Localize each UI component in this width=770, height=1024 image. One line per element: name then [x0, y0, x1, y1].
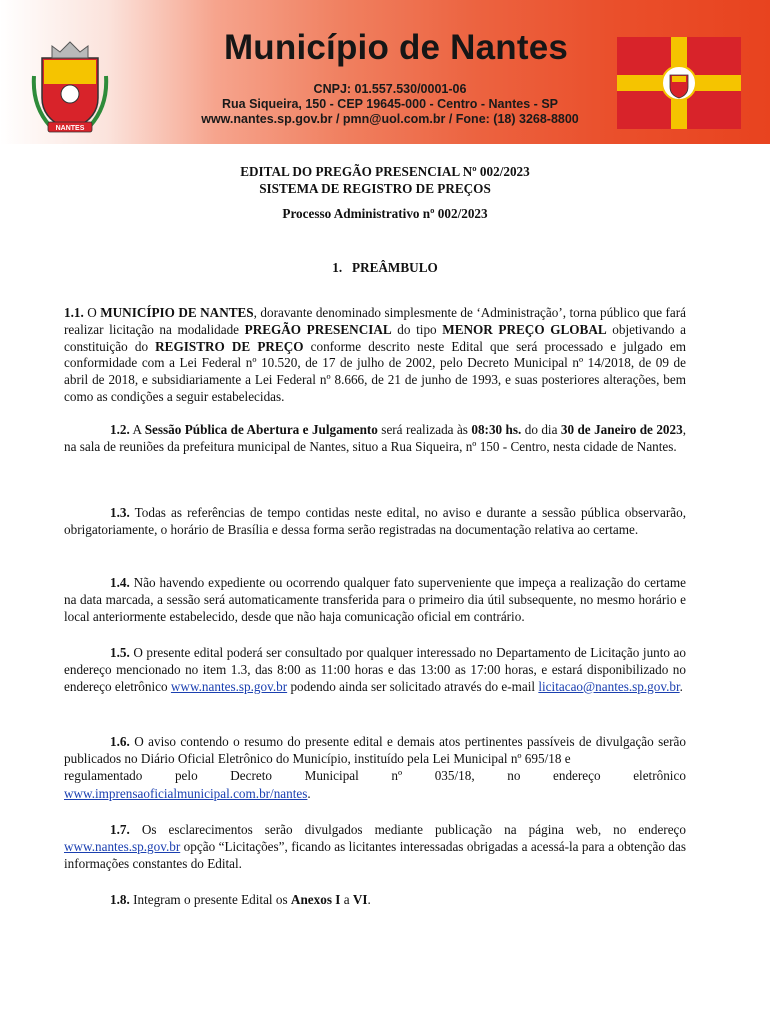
contact-line: www.nantes.sp.gov.br / pmn@uol.com.br / Fone: (18) 3268-8800 [201, 112, 579, 126]
address-line: Rua Siqueira, 150 - CEP 19645-000 - Centro - Nantes - SP [221, 97, 558, 111]
paragraph-1-3: 1.3. Todas as referências de tempo contidas neste edital, no aviso e durante a sessão pública observarão, obrigatoriamente, o horário de Brasília e dessa forma serão registradas na documentação relativa ao certame. [64, 505, 686, 537]
process-number: Processo Administrativo nº 002/2023 [282, 206, 488, 221]
imprensa-oficial-link[interactable]: www.imprensaoficialmunicipal.com.br/nantes [64, 786, 308, 801]
paragraph-1-6-justified-line: regulamentado pelo Decreto Municipal nº 035/18, no endereço eletrônico [64, 768, 686, 783]
paragraph-1-6-end: www.imprensaoficialmunicipal.com.br/nantes. [64, 786, 311, 801]
edital-title: EDITAL DO PREGÃO PRESENCIAL Nº 002/2023 [240, 164, 530, 179]
paragraph-1-7: 1.7. Os esclarecimentos serão divulgados mediante publicação na página web, no endereço www.nantes.sp.gov.br opção “Licitações”, ficando as licitantes interessadas obrigadas a acessá-la para a obtenção das informações constantes do Edital. [64, 822, 686, 871]
paragraph-1-1: 1.1. O MUNICÍPIO DE NANTES, doravante denominado simplesmente de ‘Administração’, torna público que fará realizar licitação na modalidade PREGÃO PRESENCIAL do tipo MENOR PREÇO GLOBAL objetivando a constituição do REGISTRO DE PREÇO conforme descrito neste Edital que será processado e julgado em conformidade com a Lei Federal nº 10.520, de 17 de julho de 2002, pelo Decreto Municipal nº 14/2018, de 09 de abril de 2018, e subsidiariamente a Lei Federal nº 8.666, de 21 de junho de 1993, e suas posteriores alterações, bem como as condições a seguir estabelecidas. [64, 305, 686, 404]
municipal-flag-icon [617, 37, 741, 129]
paragraph-1-8: 1.8. Integram o presente Edital os Anexos I a VI. [110, 892, 371, 907]
cnpj-line: CNPJ: 01.557.530/0001-06 [313, 82, 467, 96]
email-link[interactable]: licitacao@nantes.sp.gov.br [538, 678, 680, 694]
website-link[interactable]: www.nantes.sp.gov.br [170, 678, 288, 694]
paragraph-1-2: 1.2. A Sessão Pública de Abertura e Julgamento será realizada às 08:30 hs. do dia 30 de Janeiro de 2023, na sala de reuniões da prefeitura municipal de Nantes, situo a Rua Siqueira, nº 150 - Centro, nesta cidade de Nantes. [64, 422, 687, 454]
letterhead-banner [0, 0, 770, 144]
edital-subtitle: SISTEMA DE REGISTRO DE PREÇOS [259, 181, 491, 196]
svg-text:NANTES: NANTES [55, 125, 85, 132]
municipality-title: Município de Nantes [223, 28, 569, 67]
paragraph-1-6: 1.6. O aviso contendo o resumo do presente edital e demais atos pertinentes passíveis de divulgação serão publicados no Diário Oficial Eletrônico do Município, instituído pela Lei Municipal nº 695/18 e [64, 734, 686, 766]
section-heading-preambulo: 1. PREÂMBULO [332, 260, 438, 275]
paragraph-1-4: 1.4. Não havendo expediente ou ocorrendo qualquer fato superveniente que impeça a realização do certame na data marcada, a sessão será automaticamente transferida para o primeiro dia útil subsequente, no mesmo horário e local anteriormente estabelecido, desde que não haja comunicação oficial em contrário. [64, 575, 686, 624]
licitacoes-website-link[interactable]: www.nantes.sp.gov.br [64, 838, 181, 854]
paragraph-1-5: 1.5. O presente edital poderá ser consultado por qualquer interessado no Departamento de Licitação junto ao endereço mencionado no item 1.3, das 8:00 as 11:00 horas e das 13:00 as 17:00 horas, e estará disponibilizado no endereço eletrônico www.nantes.sp.gov.br podendo ainda ser solicitado através do e-mail licitacao@nantes.sp.gov.br. [64, 645, 686, 694]
